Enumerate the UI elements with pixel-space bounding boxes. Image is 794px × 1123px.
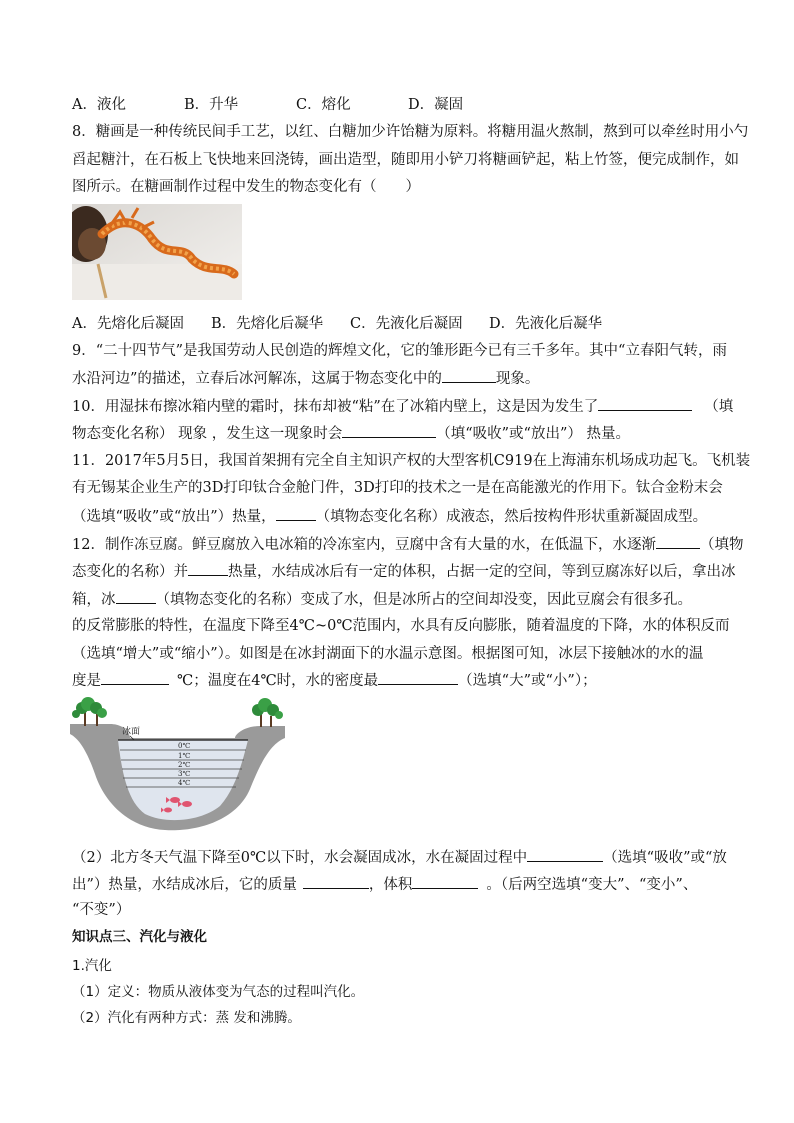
q13-line-2: （选填“增大”或“缩小”）。如图是在冰封湖面下的水温示意图。根据图可知，冰层下接触冰的水的温	[72, 646, 704, 662]
ice-label: 冰面	[122, 727, 141, 737]
temp-label: 2℃	[178, 761, 191, 769]
q7-option-a: A．液化	[72, 97, 126, 113]
q9-line-1: 9．“二十四节气”是我国劳动人民创造的辉煌文化，它的雏形距今已有三千多年。其中“立春阳气转，雨	[72, 343, 727, 359]
q8-option-a: A．先熔化后凝固	[72, 316, 184, 332]
section-subheading: 1.汽化	[72, 958, 112, 974]
q9-line-2: 水沿河边”的描述，立春后冰河解冻，这属于物态变化中的 现象。	[72, 368, 539, 389]
section-heading: 知识点三、汽化与液化	[72, 929, 207, 945]
q12-line-1: 12．制作冻豆腐。鲜豆腐放入电冰箱的冷冻室内，豆腐中含有大量的水，在低温下，水逐渐 （填物	[72, 534, 743, 555]
q8-options	[72, 314, 602, 334]
q11-line-2: 有无锡某企业生产的3D打印钛合金舱门件，3D打印的技术之一是在高能激光的作用下。钛合金粉末会	[72, 480, 723, 496]
q7-option-d: D．凝固	[408, 97, 464, 113]
q7-option-c: C．熔化	[296, 97, 351, 113]
q8-line-3: 图所示。在糖画制作过程中发生的物态变化有（ ）	[72, 179, 420, 195]
tree-icon	[72, 697, 107, 726]
section-item-1: （1）定义：物质从液体变为气态的过程叫汽化。	[72, 984, 365, 1000]
q13-line-3: 度是 ℃；温度在4℃时，水的密度最 （选填“大”或“小”）；	[72, 670, 597, 691]
frozen-lake-diagram	[70, 694, 285, 834]
section-item-2: （2）汽化有两种方式：蒸 发和沸腾。	[72, 1010, 301, 1026]
q7-options	[72, 95, 463, 115]
temp-label: 1℃	[178, 752, 191, 760]
sugar-painting-photo	[72, 204, 242, 300]
q8-line-1: 8．糖画是一种传统民间手工艺，以红、白糖加少许饴糖为原料。将糖用温火熬制，熬到可以牵丝时用小勺	[72, 124, 749, 140]
q13-blank-3	[527, 847, 603, 862]
q13-part2-line-1: （2）北方冬天气温下降至0℃以下时，水会凝固成冰，水在凝固过程中 （选填“吸收”或“放	[72, 847, 727, 868]
q8-option-c: C．先液化后凝固	[350, 316, 463, 332]
q13-blank-5	[412, 874, 478, 889]
q13-part2-line-2: 出”）热量，水结成冰后，它的质量 ，体积 。（后两空选填“变大”、“变小”、	[72, 874, 697, 895]
q12-line-2: 态变化的名称）并 热量，水结成冰后有一定的体积，占据一定的空间，等到豆腐冻好以后，拿出冰	[72, 561, 736, 582]
q8-option-d: D．先液化后凝华	[489, 316, 603, 332]
temp-label: 3℃	[178, 770, 191, 778]
temp-label: 4℃	[178, 779, 191, 787]
q10-line-2: 物态变化名称） 现象 ，发生这一现象时会 （填“吸收”或“放出”） 热量。	[72, 423, 630, 444]
q12-blank-3	[116, 589, 156, 604]
q11-line-3: （选填“吸收”或“放出”）热量， （填物态变化名称）成液态，然后按构件形状重新凝固成型。	[72, 506, 707, 527]
q11-blank	[276, 506, 316, 521]
q10-line-1: 10．用湿抹布擦冰箱内壁的霜时，抹布却被“粘”在了冰箱内壁上，这是因为发生了 （填	[72, 396, 733, 417]
temp-label: 0℃	[178, 742, 191, 750]
q12-blank-2	[188, 561, 228, 576]
q11-line-1: 11．2017年5月5日，我国首架拥有完全自主知识产权的大型客机C919在上海浦东机场成功起飞。飞机装	[72, 453, 751, 469]
q7-option-b: B．升华	[184, 97, 239, 113]
q13-line-1: 的反常膨胀的特性，在温度下降至4℃~0℃范围内，水具有反向膨胀，随着温度的下降，水的体积反而	[72, 618, 730, 634]
q13-blank-2	[378, 670, 458, 685]
q13-blank-1	[101, 670, 169, 685]
tree-icon	[252, 698, 283, 727]
q8-line-2: 舀起糖汁，在石板上飞快地来回浇铸，画出造型，随即用小铲刀将糖画铲起，粘上竹签，便完成制作，如	[72, 152, 739, 168]
q10-blank-2	[342, 423, 436, 438]
q12-blank-1	[656, 534, 700, 549]
q13-blank-4	[303, 874, 369, 889]
q12-line-3: 箱，冰 （填物态变化的名称）变成了水，但是冰所占的空间却没变，因此豆腐会有很多孔。	[72, 589, 692, 610]
q10-blank-1	[598, 396, 692, 411]
q9-blank	[442, 368, 496, 383]
q8-option-b: B．先熔化后凝华	[211, 316, 324, 332]
q13-part2-line-3: “不变”）	[72, 902, 131, 918]
